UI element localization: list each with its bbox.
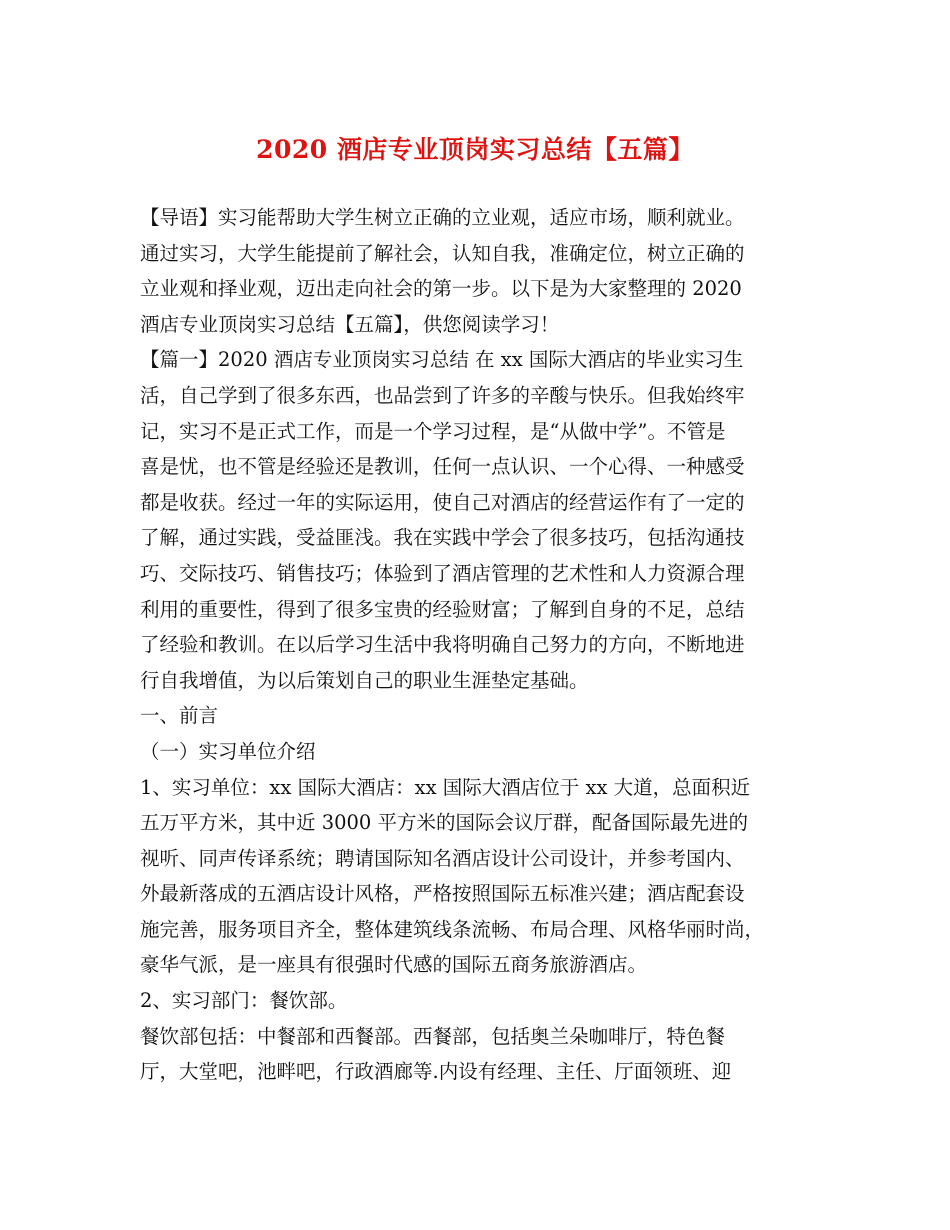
text-line: 立业观和择业观，迈出走向社会的第一步。以下是为大家整理的 2020 [140,277,742,301]
text-line: 施完善，服务项目齐全，整体建筑线条流畅、布局合理、风格华丽时尚， [140,917,765,941]
text-line: 巧、交际技巧、销售技巧；体验到了酒店管理的艺术性和人力资源合理 [140,561,745,585]
text-line: 了经验和教训。在以后学习生活中我将明确自己努力的方向，不断地进 [140,633,745,657]
text-line: 行自我增值，为以后策划自己的职业生涯垫定基础。 [140,668,589,692]
text-line: 活，自己学到了很多东西，也品尝到了许多的辛酸与快乐。但我始终牢 [140,383,745,407]
text-line: 2、实习部门：餐饮部。 [140,989,348,1013]
text-line: 酒店专业顶岗实习总结【五篇】，供您阅读学习！ [140,312,560,336]
text-line: 喜是忧，也不管是经验还是教训，任何一点认识、一个心得、一种感受 [140,455,745,479]
document-body [140,200,824,1090]
text-line: 五万平方米，其中近 3000 平方米的国际会议厅群，配备国际最先进的 [140,811,749,835]
text-line: 视听、同声传译系统；聘请国际知名酒店设计公司设计，并参考国内、 [140,846,745,870]
text-line: 【导语】实习能帮助大学生树立正确的立业观，适应市场，顺利就业。 [140,206,745,229]
text-line: 厅，大堂吧，池畔吧，行政酒廊等.内设有经理、主任、厅面领班、迎 [140,1060,732,1084]
text-line: 【篇一】2020 酒店专业顶岗实习总结 在 xx 国际大酒店的毕业实习生 [140,348,744,372]
text-line: 通过实习，大学生能提前了解社会，认知自我，准确定位，树立正确的 [140,241,745,265]
text-line: 餐饮部包括：中餐部和西餐部。西餐部，包括奥兰朵咖啡厅，特色餐 [140,1024,726,1048]
text-line: 了解，通过实践，受益匪浅。我在实践中学会了很多技巧，包括沟通技 [140,526,745,550]
subsection-heading: （一）实习单位介绍 [140,739,316,763]
section-heading: 一、前言 [140,704,219,728]
text-line: 外最新落成的五酒店设计风格，严格按照国际五标准兴建；酒店配套设 [140,882,745,906]
text-line: 利用的重要性，得到了很多宝贵的经验财富；了解到自身的不足，总结 [140,597,745,621]
text-line: 1、实习单位：xx 国际大酒店：xx 国际大酒店位于 xx 大道，总面积近 [140,775,751,799]
text-line: 记，实习不是正式工作，而是一个学习过程，是“从做中学”。不管是 [140,419,726,443]
document-title: 2020 酒店专业顶岗实习总结【五篇】 [256,135,694,164]
text-line: 豪华气派，是一座具有很强时代感的国际五商务旅游酒店。 [140,953,648,977]
text-line: 都是收获。经过一年的实际运用，使自己对酒店的经营运作有了一定的 [140,490,745,514]
